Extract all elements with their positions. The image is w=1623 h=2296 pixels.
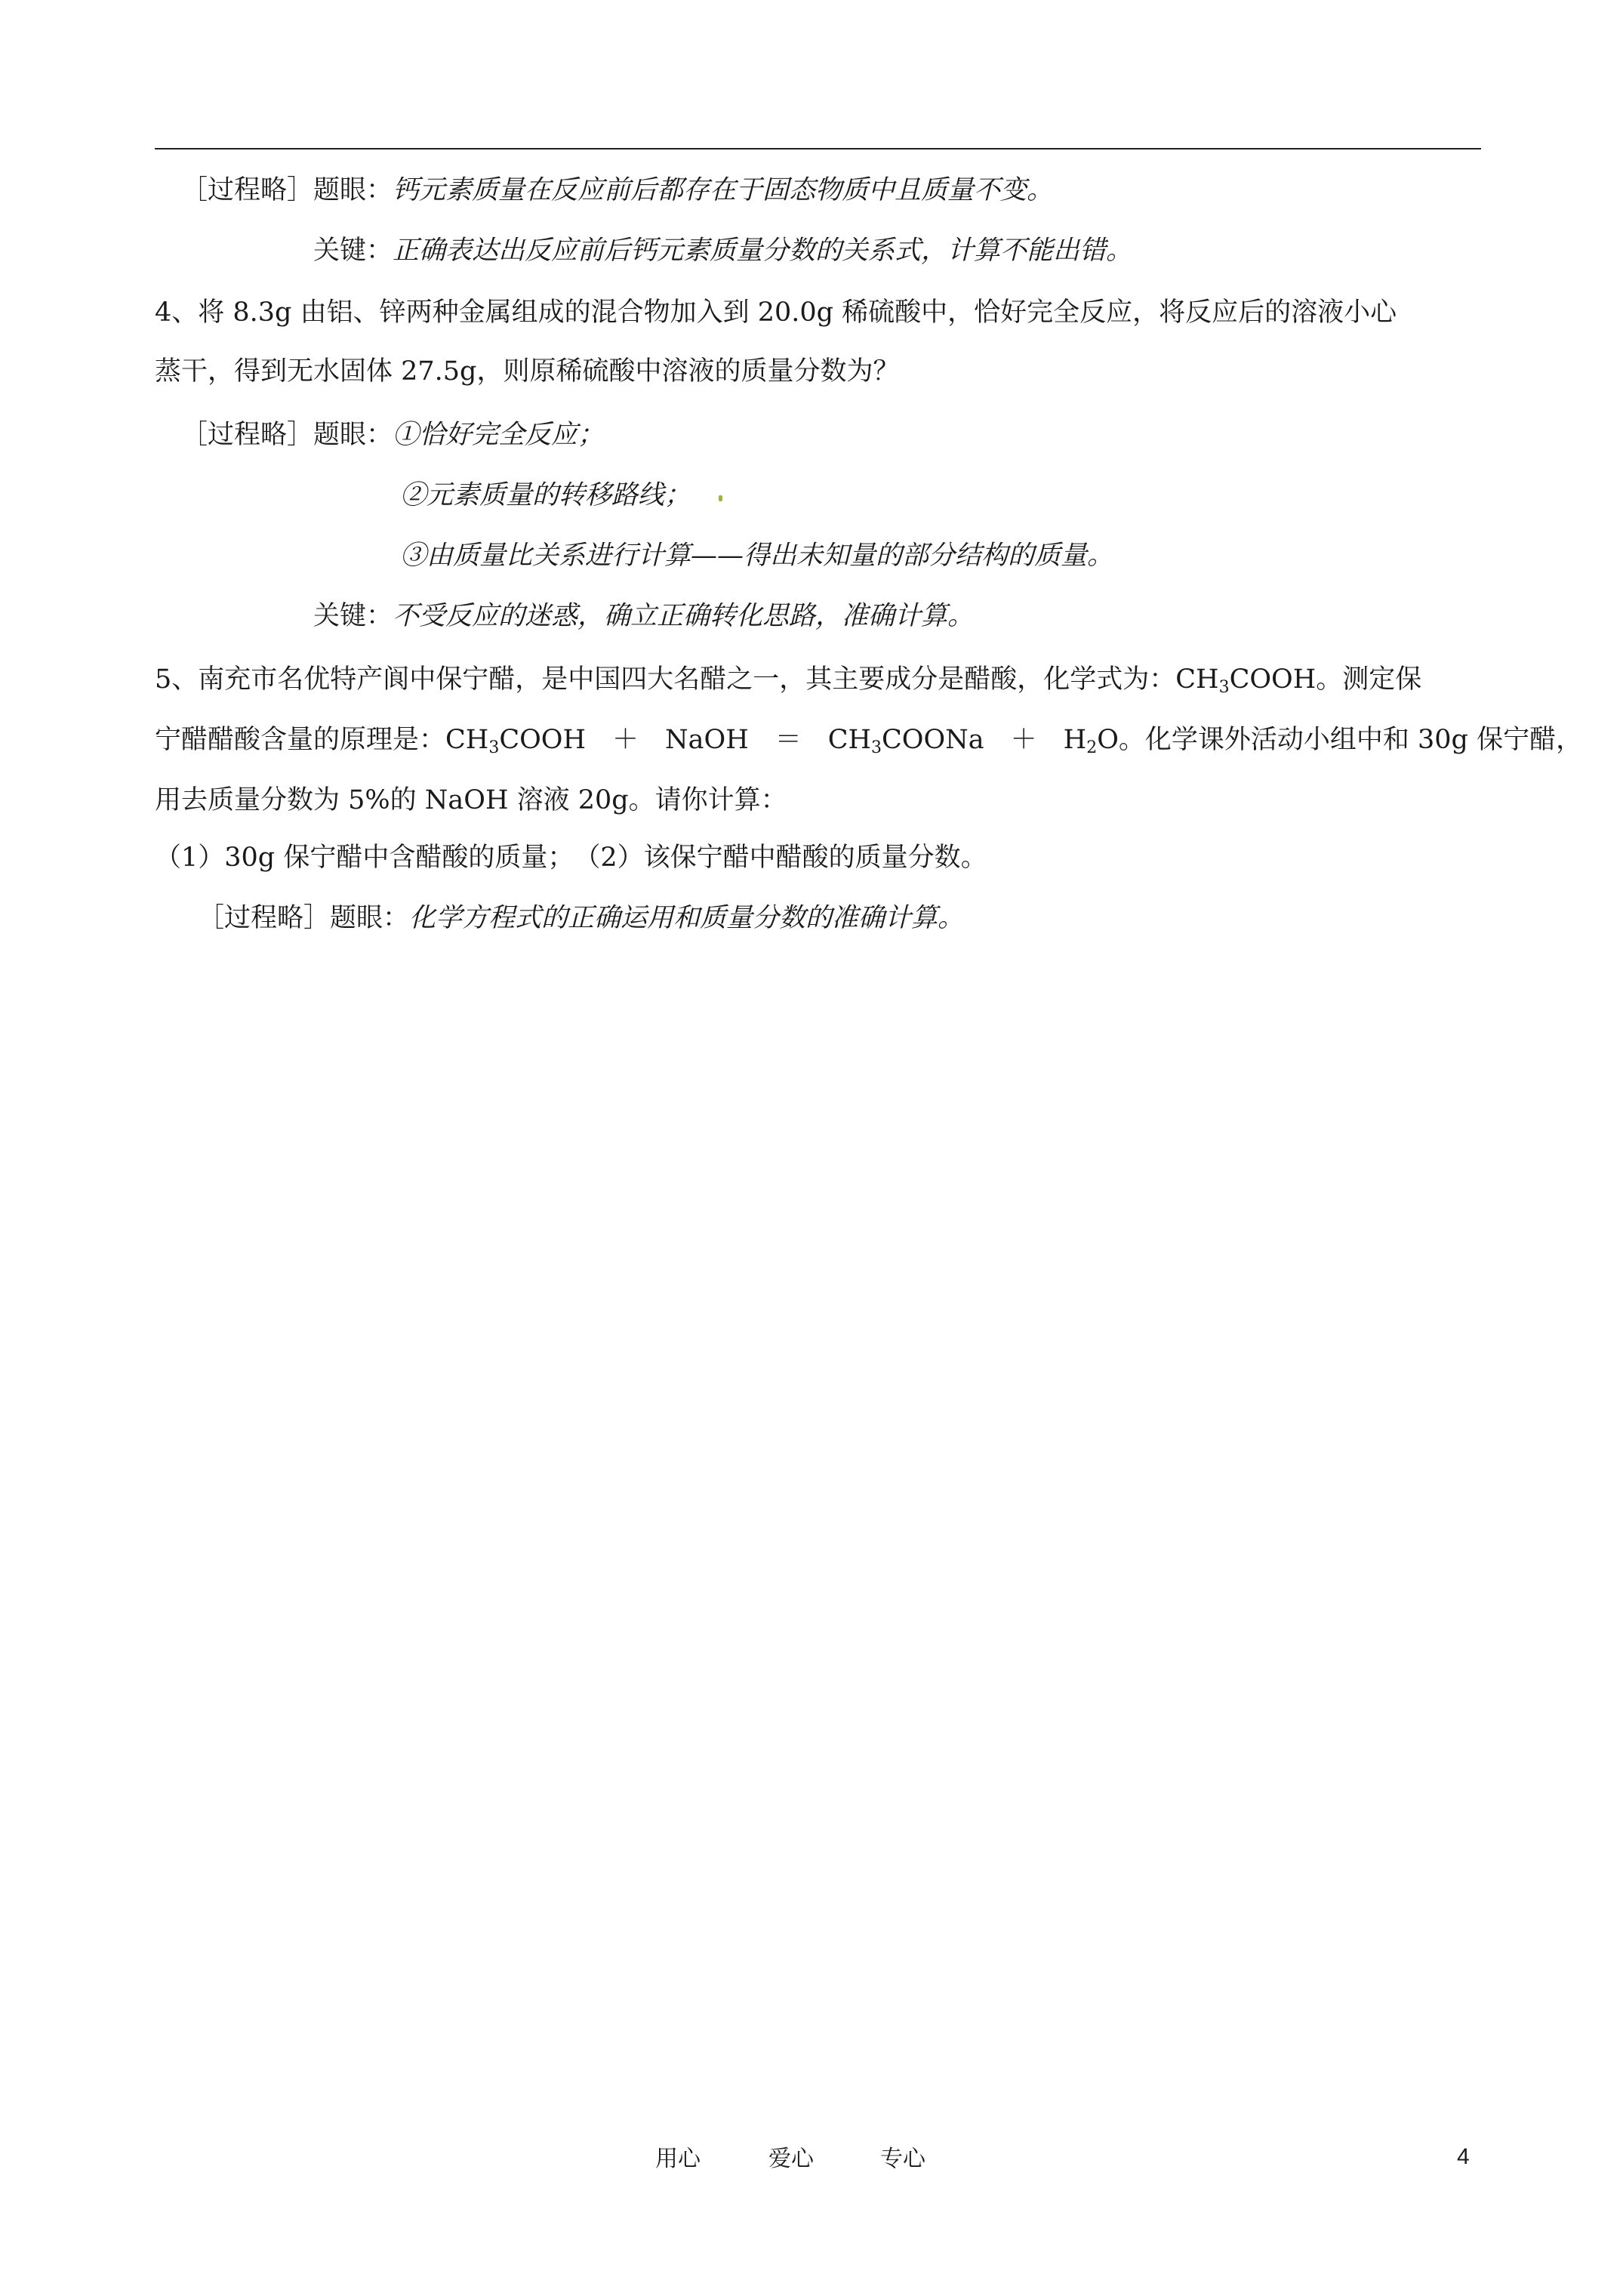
prob4-key-line: [313, 598, 974, 634]
tiyan-text: 化学方程式的正确运用和质量分数的准确计算。: [409, 903, 965, 933]
prob5-question-line-3: 用去质量分数为 5%的 NaOH 溶液 20g。请你计算：: [155, 785, 787, 815]
footer-item-1: 用心: [655, 2146, 701, 2172]
footer-item-3: 专心: [880, 2146, 925, 2172]
ink-speck: [719, 495, 722, 501]
prob4-question-line-1: 4、将 8.3g 由铝、锌两种金属组成的混合物加入到 20.0g 稀硫酸中，恰好完全反应，将反应后的溶液小心: [155, 297, 1397, 328]
prob5-question-line-2: 宁醋醋酸含量的原理是：$CH_3COOH$ ＋ NaOH ＝ $CH_3COONa$ ＋ $H_2O$。化学课外活动小组中和 30g 保宁醋，: [155, 725, 1583, 757]
tiyan-text: 钙元素质量在反应前后都存在于固态物质中且质量不变。: [393, 175, 1054, 205]
footer-item-2: 爱心: [768, 2146, 814, 2172]
key-label: 关键：: [313, 236, 393, 266]
key-text: 不受反应的迷惑，确立正确转化思路，准确计算。: [393, 601, 975, 631]
point-2: ②元素质量的转移路线；: [400, 480, 691, 510]
prob5-process-line: [198, 900, 964, 936]
key-text: 正确表达出反应前后钙元素质量分数的关系式，计算不能出错。: [393, 236, 1133, 266]
prob3-process-line: [181, 172, 1053, 208]
prob4-question-line-2: 蒸干，得到无水固体 27.5g，则原稀硫酸中溶液的质量分数为？: [155, 356, 900, 387]
point-1: ①恰好完全反应；: [393, 420, 605, 450]
process-label: ［过程略］题眼：: [181, 420, 393, 450]
page-number: 4: [1457, 2144, 1470, 2169]
point-3: ③由质量比关系进行计算——得出未知量的部分结构的质量。: [400, 541, 1114, 571]
process-label: ［过程略］题眼：: [181, 175, 393, 205]
prob5-subquestions: （1）30g 保宁醋中含醋酸的质量； （2）该保宁醋中醋酸的质量分数。: [155, 843, 987, 873]
key-label: 关键：: [313, 601, 393, 631]
process-label: ［过程略］题眼：: [198, 903, 410, 933]
prob5-question-line-1: 5、南充市名优特产阆中保宁醋，是中国四大名醋之一，其主要成分是醋酸，化学式为：$CH_3COOH$。测定保: [155, 664, 1422, 697]
prob3-key-line: [313, 233, 1132, 269]
header-rule: [155, 148, 1481, 149]
prob4-process-line: [181, 417, 604, 453]
